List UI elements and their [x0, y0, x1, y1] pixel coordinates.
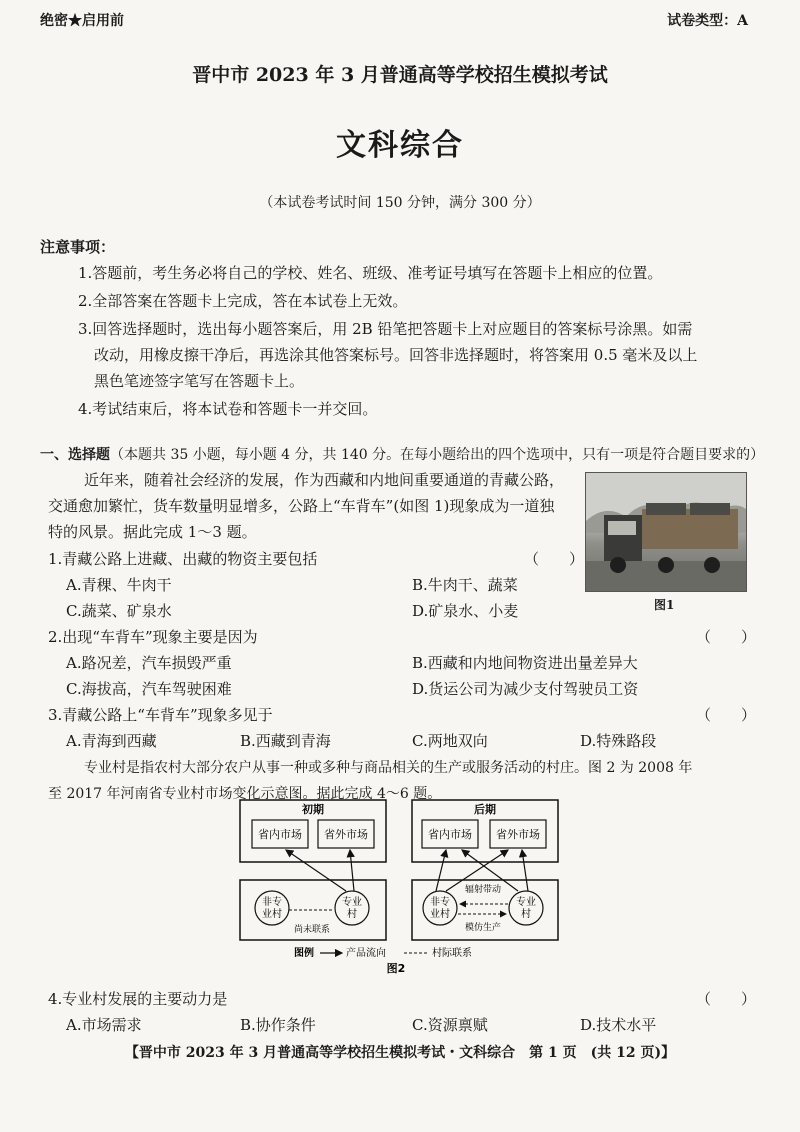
option-a: A.青稞、牛肉干 [66, 576, 172, 594]
option-a: A.路况差，汽车损毁严重 [66, 654, 232, 672]
option-a: A.市场需求 [66, 1016, 142, 1034]
late-non-specialized-text-1: 非专 [430, 897, 450, 908]
option-b: B.协作条件 [240, 1016, 316, 1034]
notice-title: 注意事项： [40, 238, 116, 256]
early-in-market: 省内市场 [258, 828, 302, 841]
answer-bracket: （ ） [696, 628, 757, 646]
option-d: D.矿泉水、小麦 [412, 602, 519, 620]
truck-photo [585, 472, 747, 592]
late-panel [412, 800, 558, 940]
late-nonspec-to-in-market [436, 850, 446, 891]
option-b: B.牛肉干、蔬菜 [412, 576, 518, 594]
late-spec-to-out-market [522, 850, 528, 891]
option-b: B.西藏到青海 [240, 732, 331, 750]
figure-2-caption: 图2 [386, 962, 406, 975]
notice-item: 黑色笔迹签字笔写在答题卡上。 [94, 372, 305, 390]
late-imitation-label: 模仿生产 [464, 923, 502, 933]
option-b: B.西藏和内地间物资进出量差异大 [412, 654, 638, 672]
section-desc: （本题共 35 小题，每小题 4 分，共 140 分。在每小题给出的四个选项中，只有一项是符合题目要求的） [110, 447, 765, 463]
late-out-market: 省外市场 [496, 828, 540, 841]
legend-label: 图例 [294, 948, 314, 959]
option-d: D.技术水平 [580, 1016, 657, 1034]
late-specialized-text-2: 村 [521, 909, 531, 920]
passage-line: 专业村是指农村大部分农户从事一种或多种与商品相关的生产或服务活动的村庄。图 2 为 2008 年 [84, 760, 693, 776]
legend-flow-text: 产品流向 [346, 948, 386, 959]
market-change-diagram [236, 796, 560, 976]
late-radiation-label: 辐射带动 [464, 885, 502, 895]
early-flow-to-out-market [350, 850, 354, 891]
section-heading [40, 444, 764, 464]
diagram-legend [294, 946, 472, 975]
late-specialized-text-1: 专业 [516, 897, 536, 908]
question-4-stem: 4.专业村发展的主要动力是 [48, 990, 228, 1008]
notice-item: 2.全部答案在答题卡上完成，答在本试卷上无效。 [78, 292, 408, 310]
figure-1-caption: 图1 [654, 598, 675, 612]
passage-line: 近年来，随着社会经济的发展，作为西藏和内地间重要通道的青藏公路， [84, 471, 565, 489]
option-c: C.蔬菜、矿泉水 [66, 602, 172, 620]
early-out-market: 省外市场 [324, 828, 368, 841]
early-panel [240, 800, 386, 940]
early-flow-to-in-market [286, 850, 346, 891]
page-footer: 【晋中市 2023 年 3 月普通高等学校招生模拟考试・文科综合 第 1 页 (共 12 页)】 [124, 1045, 676, 1061]
notice-item: 3.回答选择题时，选出每小题答案后，用 2B 铅笔把答题卡上对应题目的答案标号涂黑。如需 [78, 320, 693, 338]
answer-bracket: （ ） [696, 706, 757, 724]
truck-illustration [586, 473, 746, 591]
option-c: C.两地双向 [412, 732, 488, 750]
section-title: 一、选择题 [40, 447, 110, 463]
notice-item: 4.考试结束后，将本试卷和答题卡一并交回。 [78, 400, 378, 418]
time-note: （本试卷考试时间 150 分钟，满分 300 分） [259, 195, 541, 211]
option-a: A.青海到西藏 [66, 732, 157, 750]
option-c: C.海拔高，汽车驾驶困难 [66, 680, 232, 698]
question-2-stem: 2.出现“车背车”现象主要是因为 [48, 628, 258, 646]
option-c: C.资源禀赋 [412, 1016, 488, 1034]
question-3-stem: 3.青藏公路上“车背车”现象多见于 [48, 706, 273, 724]
late-in-market: 省内市场 [428, 828, 472, 841]
subject-title: 文科综合 [336, 128, 464, 163]
option-d: D.特殊路段 [580, 732, 657, 750]
early-specialized-text-2: 村 [347, 909, 357, 920]
passage-line: 至 2017 年河南省专业村市场变化示意图。据此完成 4～6 题。 [48, 786, 442, 802]
exam-title: 晋中市 2023 年 3 月普通高等学校招生模拟考试 [192, 64, 608, 86]
notice-item: 改动，用橡皮擦干净后，再选涂其他答案标号。回答非选择题时，将答案用 0.5 毫米及以上 [94, 346, 698, 364]
legend-link-text: 村际联系 [432, 948, 472, 959]
question-1-stem: 1.青藏公路上进藏、出藏的物资主要包括 [48, 550, 318, 568]
answer-bracket: （ ） [524, 550, 585, 568]
early-non-specialized-text-1: 非专 [262, 897, 282, 908]
early-non-specialized-text-2: 业村 [262, 909, 282, 920]
paper-type-label: 试卷类型：A [667, 13, 748, 29]
late-label: 后期 [474, 803, 496, 816]
confidential-label: 绝密★启用前 [40, 13, 124, 29]
early-no-link-label: 尚未联系 [293, 925, 331, 935]
notice-item: 1.答题前，考生务必将自己的学校、姓名、班级、准考证号填写在答题卡上相应的位置。 [78, 264, 663, 282]
early-label: 初期 [302, 803, 324, 816]
option-d: D.货运公司为减少支付驾驶员工资 [412, 680, 639, 698]
passage-line: 特的风景。据此完成 1～3 题。 [48, 523, 257, 541]
passage-line: 交通愈加繁忙，货车数量明显增多，公路上“车背车”(如图 1)现象成为一道独 [48, 497, 555, 515]
early-specialized-text-1: 专业 [342, 897, 362, 908]
answer-bracket: （ ） [696, 990, 757, 1008]
late-non-specialized-text-2: 业村 [430, 909, 450, 920]
